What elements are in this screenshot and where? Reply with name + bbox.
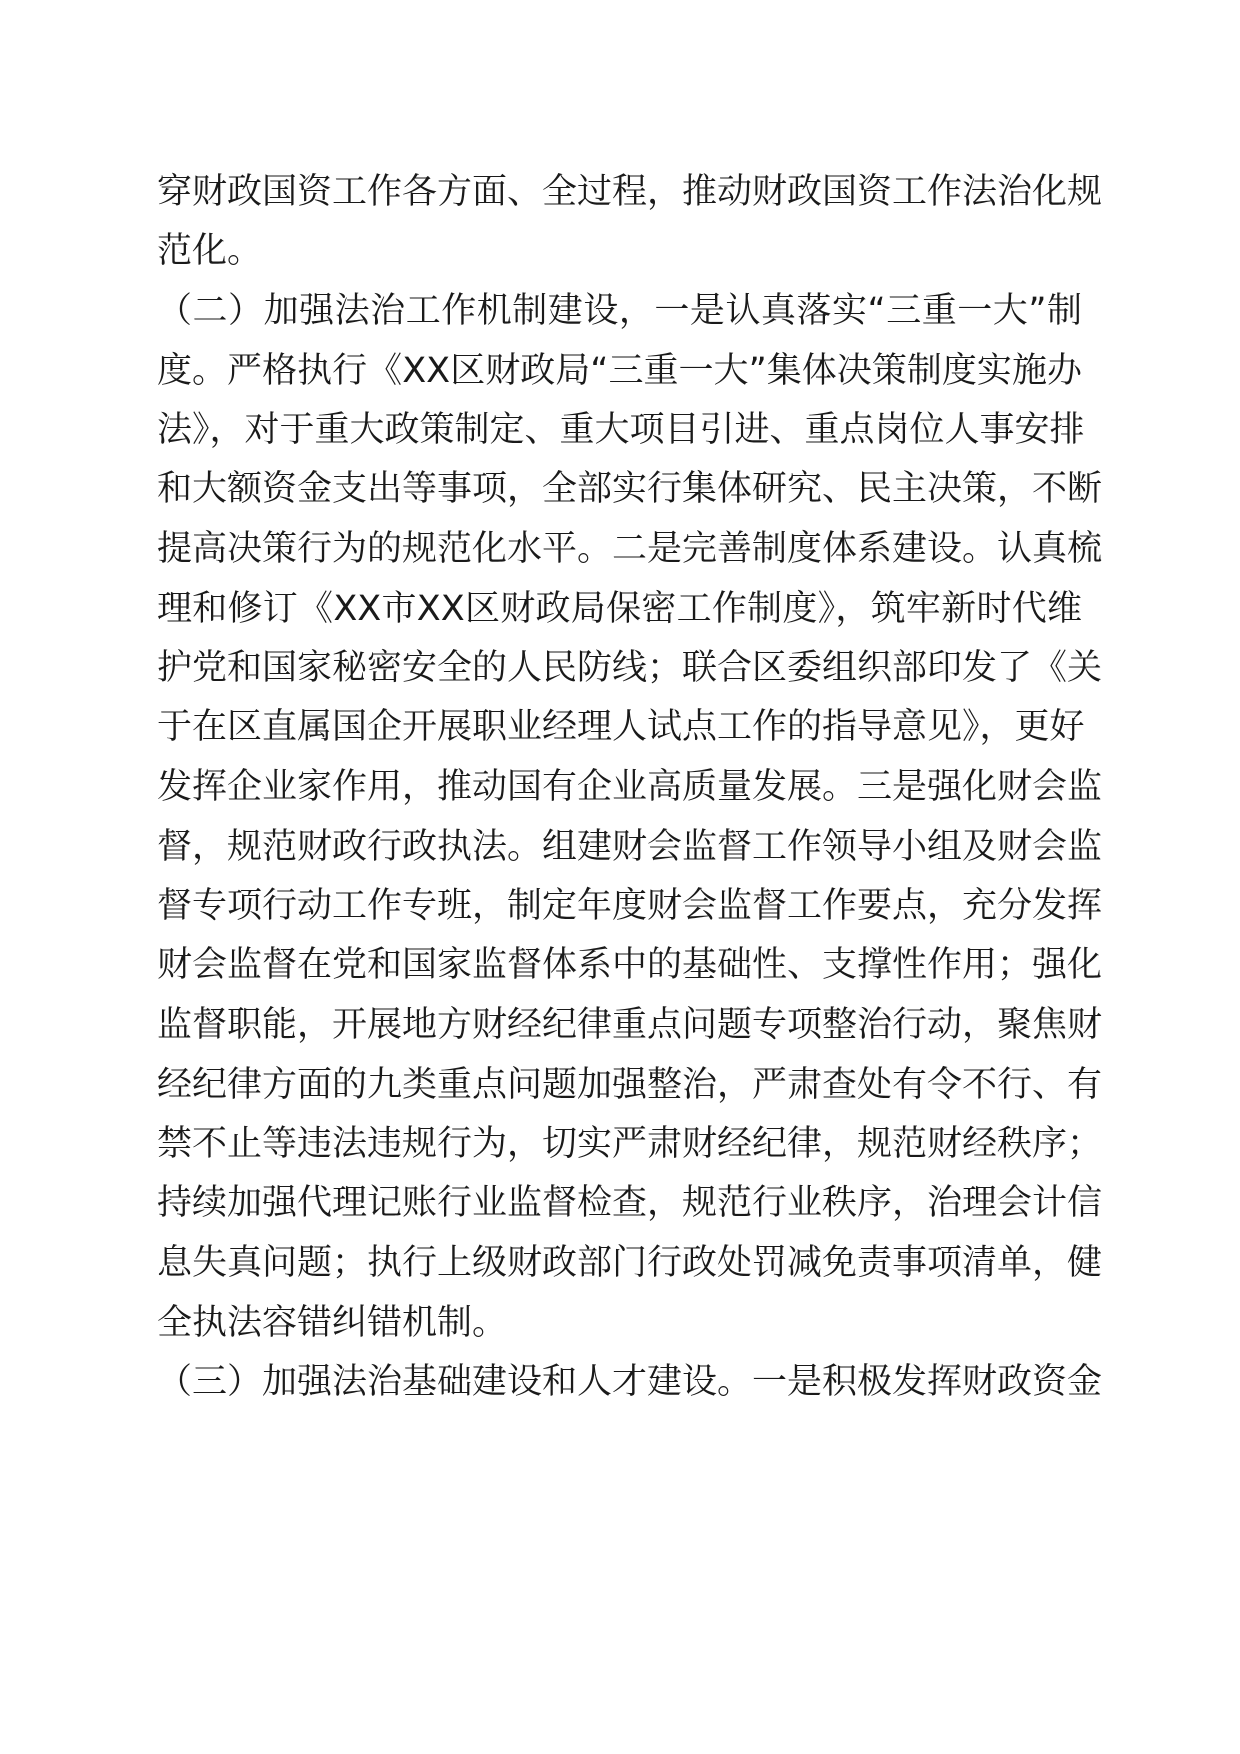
text-line: 理和修订《XX市XX区财政局保密工作制度》，筑牢新时代维 (157, 589, 1082, 629)
text-line: 于在区直属国企开展职业经理人试点工作的指导意见》，更好 (157, 707, 1085, 747)
text-line: 监督职能，开展地方财经纪律重点问题专项整治行动，聚焦财 (157, 1005, 1103, 1045)
text-line: 全执法容错纠错机制。 (157, 1303, 508, 1343)
text-line: 发挥企业家作用，推动国有企业高质量发展。三是强化财会监 (157, 767, 1103, 807)
text-line: 财会监督在党和国家监督体系中的基础性、支撑性作用；强化 (157, 945, 1103, 985)
text-line: 法》，对于重大政策制定、重大项目引进、重点岗位人事安排 (157, 410, 1085, 450)
text-line: 度。严格执行《XX区财政局“三重一大”集体决策制度实施办 (157, 351, 1082, 391)
text-line: 经纪律方面的九类重点问题加强整治，严肃查处有令不行、有 (157, 1065, 1103, 1105)
text-line: 息失真问题；执行上级财政部门行政处罚减免责事项清单，健 (157, 1243, 1103, 1283)
text-line: 提高决策行为的规范化水平。二是完善制度体系建设。认真梳 (157, 529, 1103, 569)
text-line: 和大额资金支出等事项，全部实行集体研究、民主决策，不断 (157, 469, 1103, 509)
text-line: （三）加强法治基础建设和人才建设。一是积极发挥财政资金 (157, 1362, 1103, 1402)
text-line: 持续加强代理记账行业监督检查，规范行业秩序，治理会计信 (157, 1183, 1103, 1223)
text-line: （二）加强法治工作机制建设，一是认真落实“三重一大”制 (157, 291, 1082, 331)
text-line: 护党和国家秘密安全的人民防线；联合区委组织部印发了《关 (157, 648, 1103, 688)
text-line: 禁不止等违法违规行为，切实严肃财经纪律，规范财经秩序； (157, 1124, 1103, 1164)
text-line: 督专项行动工作专班，制定年度财会监督工作要点，充分发挥 (157, 886, 1103, 926)
text-line: 范化。 (157, 231, 263, 271)
text-line: 督，规范财政行政执法。组建财会监督工作领导小组及财会监 (157, 827, 1103, 867)
text-line: 穿财政国资工作各方面、全过程，推动财政国资工作法治化规 (157, 172, 1103, 212)
